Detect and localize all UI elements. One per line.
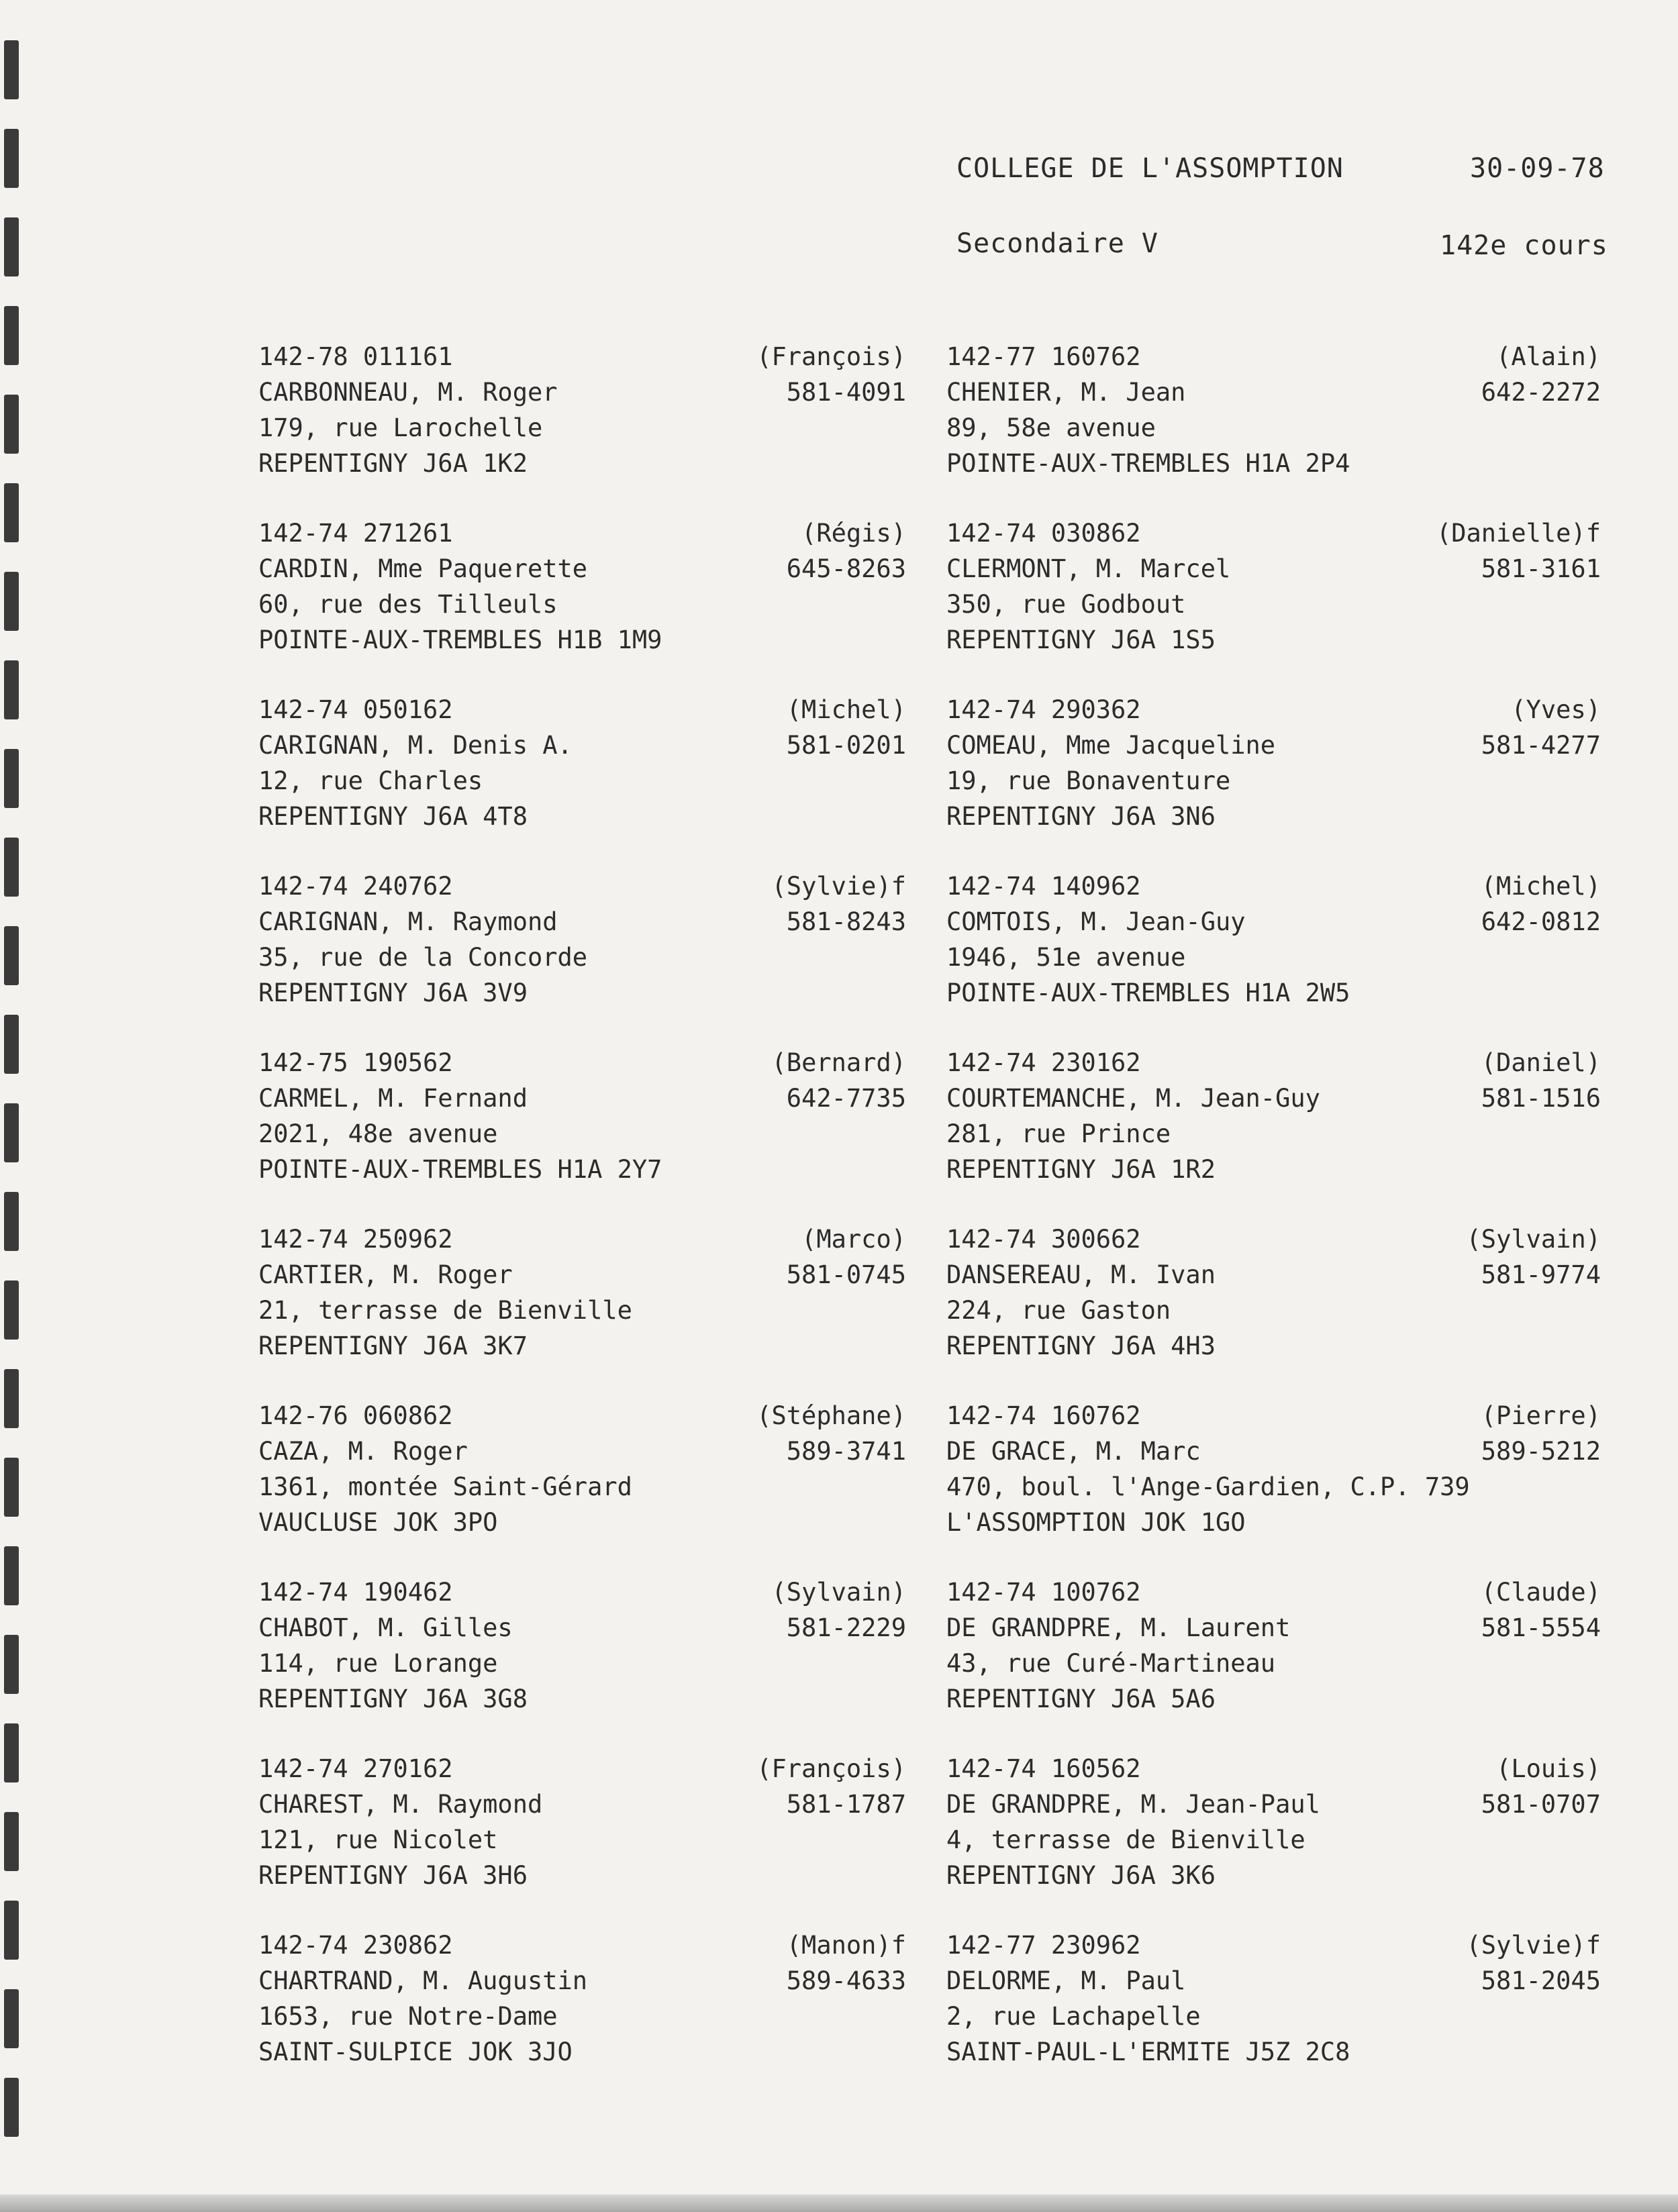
entry-child: (Yves) <box>1511 695 1601 724</box>
binder-hole <box>4 129 19 188</box>
entry-city: REPENTIGNY J6A 1S5 <box>946 625 1216 654</box>
binder-hole <box>4 1015 19 1074</box>
binder-hole <box>4 306 19 365</box>
entry-phone: 581-0201 <box>786 731 906 760</box>
entry-id: 142-74 270162 <box>258 1754 453 1783</box>
entry-address: 12, rue Charles <box>258 766 483 795</box>
entry-child: (Marco) <box>801 1225 906 1254</box>
binder-hole <box>4 749 19 808</box>
entry-id: 142-77 160762 <box>946 342 1141 371</box>
entry-id: 142-78 011161 <box>258 342 453 371</box>
parent-entry <box>258 1398 632 1540</box>
entry-phone: 581-2229 <box>786 1613 906 1642</box>
entry-id: 142-74 140962 <box>946 872 1141 901</box>
entry-phone: 589-3741 <box>786 1437 906 1466</box>
child-and-phone <box>1481 1751 1601 1822</box>
binder-hole <box>4 1723 19 1782</box>
entry-address: 2021, 48e avenue <box>258 1119 498 1148</box>
entry-id: 142-74 160562 <box>946 1754 1141 1783</box>
entry-id: 142-76 060862 <box>258 1401 453 1430</box>
child-and-phone <box>787 515 906 587</box>
binder-hole <box>4 1546 19 1605</box>
entry-city: REPENTIGNY J6A 1K2 <box>258 449 528 478</box>
parent-entry <box>258 1221 632 1364</box>
binder-hole <box>4 1103 19 1162</box>
child-and-phone <box>772 1045 906 1116</box>
entry-phone: 581-9774 <box>1481 1260 1601 1289</box>
entry-id: 142-74 230162 <box>946 1048 1141 1077</box>
entry-id: 142-74 240762 <box>258 872 453 901</box>
entry-address: 281, rue Prince <box>946 1119 1171 1148</box>
child-and-phone <box>772 1574 906 1646</box>
school-name: COLLEGE DE L'ASSOMPTION <box>956 153 1344 184</box>
entry-address: 19, rue Bonaventure <box>946 766 1231 795</box>
parent-entry <box>946 1221 1216 1364</box>
entry-child: (Michel) <box>1481 872 1601 901</box>
entry-child: (Sylvie)f <box>771 872 906 901</box>
child-and-phone <box>1436 515 1601 587</box>
child-and-phone <box>1481 1574 1601 1646</box>
parent-entry <box>946 1927 1350 2070</box>
entry-child: (Sylvie)f <box>1466 1931 1601 1960</box>
parent-entry <box>258 1927 587 2070</box>
entry-id: 142-75 190562 <box>258 1048 453 1077</box>
binder-hole <box>4 483 19 542</box>
child-and-phone <box>787 1927 906 1999</box>
binder-hole <box>4 40 19 99</box>
child-and-phone <box>756 1398 906 1469</box>
binder-hole <box>4 395 19 454</box>
entry-name: CARTIER, M. Roger <box>258 1260 513 1289</box>
parent-entry <box>946 1045 1320 1187</box>
binder-hole <box>4 1989 19 2048</box>
entry-child: (Sylvain) <box>771 1578 906 1607</box>
binder-holes <box>0 0 27 2212</box>
entry-name: DANSEREAU, M. Ivan <box>946 1260 1216 1289</box>
parent-entry <box>258 339 558 481</box>
entry-address: 89, 58e avenue <box>946 413 1156 442</box>
entry-child: (Régis) <box>801 519 906 548</box>
parent-entry <box>946 868 1350 1011</box>
entry-id: 142-74 160762 <box>946 1401 1141 1430</box>
entry-id: 142-74 230862 <box>258 1931 453 1960</box>
entry-phone: 581-3161 <box>1481 554 1601 583</box>
entry-child: (Michel) <box>786 695 906 724</box>
binder-hole <box>4 660 19 719</box>
child-and-phone <box>772 868 906 940</box>
child-and-phone <box>1481 339 1601 410</box>
entry-child: (Alain) <box>1496 342 1601 371</box>
entry-id: 142-74 250962 <box>258 1225 453 1254</box>
entry-name: CARIGNAN, M. Denis A. <box>258 731 573 760</box>
entry-phone: 642-0812 <box>1481 907 1601 936</box>
entry-child: (Stéphane) <box>756 1401 906 1430</box>
entry-city: REPENTIGNY J6A 4H3 <box>946 1331 1216 1360</box>
entry-child: (Louis) <box>1496 1754 1601 1783</box>
entry-child: (François) <box>756 1754 906 1783</box>
entry-name: CARMEL, M. Fernand <box>258 1084 528 1113</box>
entry-name: CHAREST, M. Raymond <box>258 1790 543 1819</box>
entry-address: 350, rue Godbout <box>946 590 1186 619</box>
entry-city: VAUCLUSE JOK 3PO <box>258 1508 498 1537</box>
parent-entry <box>946 692 1275 834</box>
entry-name: COMEAU, Mme Jacqueline <box>946 731 1276 760</box>
child-and-phone <box>1467 1221 1601 1293</box>
child-and-phone <box>1481 1045 1601 1116</box>
parent-entry <box>946 339 1350 481</box>
entry-address: 114, rue Lorange <box>258 1649 498 1678</box>
entry-name: CLERMONT, M. Marcel <box>946 554 1231 583</box>
entry-child: (Claude) <box>1481 1578 1601 1607</box>
entry-address: 35, rue de la Concorde <box>258 943 588 972</box>
entry-phone: 581-5554 <box>1481 1613 1601 1642</box>
entry-name: CARBONNEAU, M. Roger <box>258 378 558 407</box>
entry-name: COURTEMANCHE, M. Jean-Guy <box>946 1084 1320 1113</box>
entry-address: 4, terrasse de Bienville <box>946 1825 1305 1854</box>
entry-city: REPENTIGNY J6A 3K6 <box>946 1861 1216 1890</box>
parent-entry <box>258 692 573 834</box>
binder-hole <box>4 1458 19 1517</box>
parent-entry <box>946 1574 1290 1717</box>
entry-address: 1361, montée Saint-Gérard <box>258 1472 632 1501</box>
entry-name: DE GRACE, M. Marc <box>946 1437 1201 1466</box>
binder-hole <box>4 1192 19 1251</box>
binder-hole <box>4 572 19 631</box>
entry-city: REPENTIGNY J6A 3H6 <box>258 1861 528 1890</box>
entry-city: REPENTIGNY J6A 3V9 <box>258 978 528 1007</box>
entry-name: COMTOIS, M. Jean-Guy <box>946 907 1246 936</box>
entry-id: 142-74 100762 <box>946 1578 1141 1607</box>
entry-name: DELORME, M. Paul <box>946 1966 1186 1995</box>
entry-phone: 581-1516 <box>1481 1084 1601 1113</box>
entry-city: POINTE-AUX-TREMBLES H1A 2Y7 <box>258 1155 662 1184</box>
entry-address: 470, boul. l'Ange-Gardien, C.P. 739 <box>946 1472 1470 1501</box>
entry-city: POINTE-AUX-TREMBLES H1A 2W5 <box>946 978 1350 1007</box>
binder-hole <box>4 926 19 985</box>
parent-entry <box>946 1751 1320 1893</box>
binder-hole <box>4 217 19 276</box>
entry-phone: 589-5212 <box>1481 1437 1601 1466</box>
entry-child: (Daniel) <box>1481 1048 1601 1077</box>
binder-hole <box>4 2078 19 2137</box>
entry-phone: 581-4277 <box>1481 731 1601 760</box>
entry-city: POINTE-AUX-TREMBLES H1B 1M9 <box>258 625 662 654</box>
entry-name: CHARTRAND, M. Augustin <box>258 1966 588 1995</box>
entry-name: DE GRANDPRE, M. Laurent <box>946 1613 1291 1642</box>
entry-city: REPENTIGNY J6A 5A6 <box>946 1685 1216 1713</box>
parent-entry <box>258 515 662 658</box>
entry-name: CARIGNAN, M. Raymond <box>258 907 558 936</box>
entry-phone: 589-4633 <box>786 1966 906 1995</box>
child-and-phone <box>1467 1927 1601 1999</box>
entry-phone: 581-0745 <box>786 1260 906 1289</box>
course-number: 142e cours <box>1440 230 1608 261</box>
entry-city: REPENTIGNY J6A 3G8 <box>258 1685 528 1713</box>
entry-id: 142-74 271261 <box>258 519 453 548</box>
entry-phone: 581-1787 <box>786 1790 906 1819</box>
child-and-phone <box>1481 1398 1601 1469</box>
entry-id: 142-77 230962 <box>946 1931 1141 1960</box>
list-date: 30-09-78 <box>1470 153 1605 184</box>
entry-name: CHABOT, M. Gilles <box>258 1613 513 1642</box>
entry-child: (François) <box>756 342 906 371</box>
entry-phone: 581-0707 <box>1481 1790 1601 1819</box>
binder-hole <box>4 1635 19 1694</box>
entry-city: REPENTIGNY J6A 3N6 <box>946 802 1216 831</box>
entry-city: SAINT-PAUL-L'ERMITE J5Z 2C8 <box>946 2038 1350 2066</box>
entry-child: (Danielle)f <box>1436 519 1601 548</box>
child-and-phone <box>1481 868 1601 940</box>
parent-entry <box>258 1751 542 1893</box>
entry-city: REPENTIGNY J6A 1R2 <box>946 1155 1216 1184</box>
entry-address: 1653, rue Notre-Dame <box>258 2002 558 2031</box>
entry-phone: 642-7735 <box>786 1084 906 1113</box>
parent-entry <box>258 1574 528 1717</box>
entry-address: 2, rue Lachapelle <box>946 2002 1201 2031</box>
binder-hole <box>4 1280 19 1340</box>
entry-name: DE GRANDPRE, M. Jean-Paul <box>946 1790 1320 1819</box>
binder-hole <box>4 838 19 897</box>
parent-entry <box>946 1398 1470 1540</box>
entry-id: 142-74 300662 <box>946 1225 1141 1254</box>
child-and-phone <box>756 339 906 410</box>
entry-address: 121, rue Nicolet <box>258 1825 498 1854</box>
entry-name: CHENIER, M. Jean <box>946 378 1186 407</box>
entry-phone: 645-8263 <box>786 554 906 583</box>
parent-entry <box>258 868 587 1011</box>
entry-city: REPENTIGNY J6A 4T8 <box>258 802 528 831</box>
entry-address: 60, rue des Tilleuls <box>258 590 558 619</box>
entry-id: 142-74 030862 <box>946 519 1141 548</box>
parent-entry <box>258 1045 662 1187</box>
entry-address: 1946, 51e avenue <box>946 943 1186 972</box>
entry-name: CAZA, M. Roger <box>258 1437 468 1466</box>
entry-child: (Bernard) <box>771 1048 906 1077</box>
entry-phone: 581-2045 <box>1481 1966 1601 1995</box>
entry-child: (Manon)f <box>786 1931 906 1960</box>
parent-entry <box>946 515 1230 658</box>
child-and-phone <box>787 692 906 763</box>
entry-child: (Pierre) <box>1481 1401 1601 1430</box>
class-level: Secondaire V <box>956 228 1158 259</box>
entry-address: 179, rue Larochelle <box>258 413 543 442</box>
child-and-phone <box>756 1751 906 1822</box>
entry-city: L'ASSOMPTION JOK 1GO <box>946 1508 1246 1537</box>
child-and-phone <box>1481 692 1601 763</box>
entry-phone: 642-2272 <box>1481 378 1601 407</box>
entry-address: 224, rue Gaston <box>946 1296 1171 1325</box>
entry-id: 142-74 290362 <box>946 695 1141 724</box>
entry-phone: 581-4091 <box>786 378 906 407</box>
entry-id: 142-74 190462 <box>258 1578 453 1607</box>
child-and-phone <box>787 1221 906 1293</box>
binder-hole <box>4 1369 19 1428</box>
entry-city: POINTE-AUX-TREMBLES H1A 2P4 <box>946 449 1350 478</box>
entry-phone: 581-8243 <box>786 907 906 936</box>
entry-name: CARDIN, Mme Paquerette <box>258 554 588 583</box>
page-bottom-edge <box>0 2195 1678 2212</box>
entry-child: (Sylvain) <box>1466 1225 1601 1254</box>
entry-address: 21, terrasse de Bienville <box>258 1296 632 1325</box>
entry-city: REPENTIGNY J6A 3K7 <box>258 1331 528 1360</box>
entry-address: 43, rue Curé-Martineau <box>946 1649 1276 1678</box>
entry-id: 142-74 050162 <box>258 695 453 724</box>
binder-hole <box>4 1901 19 1960</box>
binder-hole <box>4 1812 19 1871</box>
entry-city: SAINT-SULPICE JOK 3JO <box>258 2038 573 2066</box>
